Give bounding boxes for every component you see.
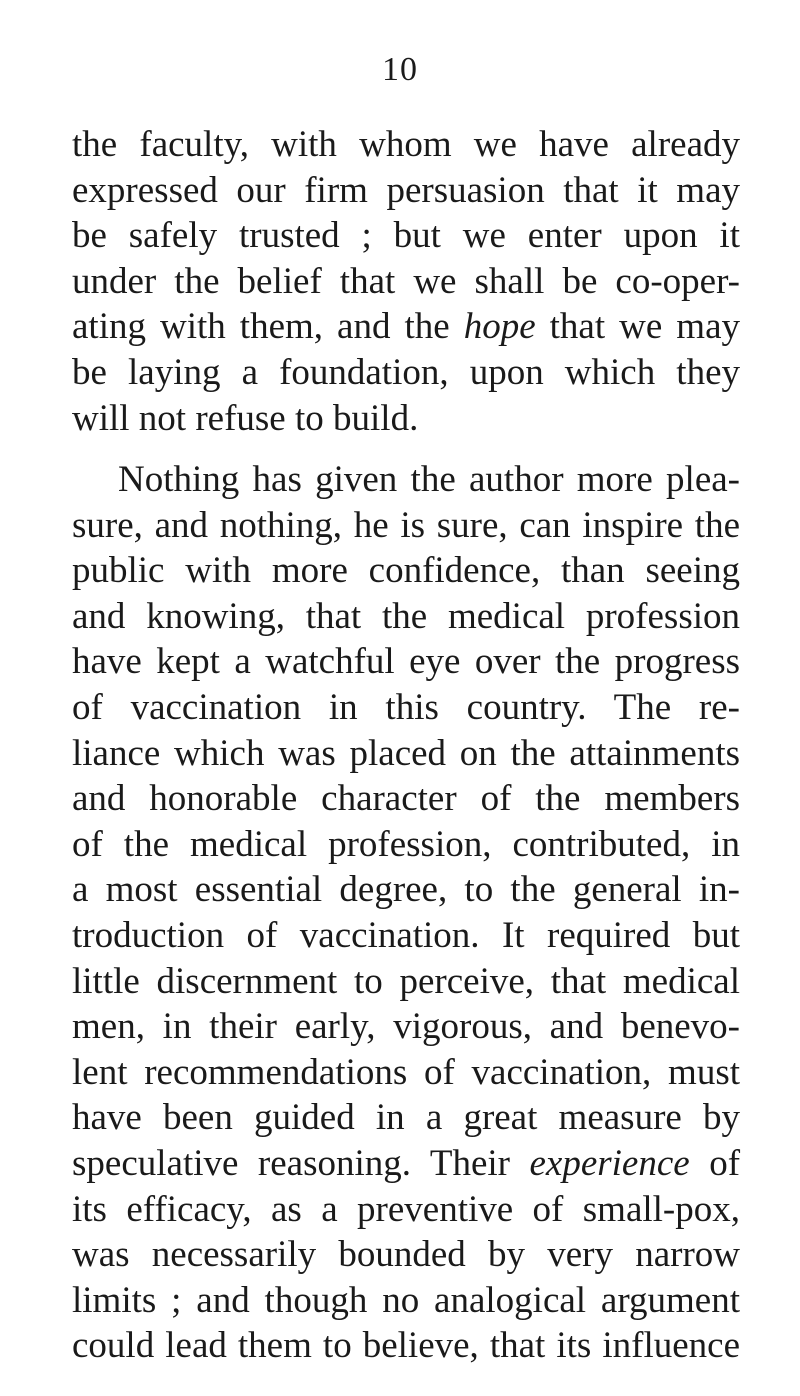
text-line: sure, and nothing, he is sure, can inspire the — [72, 504, 740, 546]
text-line: have kept a watchful eye over the progress — [72, 641, 740, 683]
text-line: expressed our firm persuasion that it may — [72, 169, 740, 211]
text-line: the faculty, with whom we have already — [72, 124, 740, 165]
italic-word: hope — [463, 306, 536, 348]
text-line: under the belief that we shall be co-oper- — [72, 260, 740, 302]
text-line: of the medical profession, contributed, in — [72, 823, 740, 865]
text-line: limits ; and though no analogical argument — [72, 1279, 740, 1321]
page-number: 10 — [382, 51, 418, 88]
text-run: speculative reasoning. Their — [72, 1142, 510, 1184]
text-line: and honorable character of the members — [72, 778, 740, 820]
text-line: public with more confidence, than seeing — [72, 550, 740, 592]
text-line: lent recommendations of vaccination, must — [72, 1051, 740, 1093]
italic-word: experience — [529, 1142, 690, 1184]
text-line: could lead them to believe, that its influence — [72, 1325, 740, 1367]
text-line: Nothing has given the author more plea- — [118, 459, 740, 500]
text-line: will not refuse to build. — [72, 397, 419, 439]
text-line: was necessarily bounded by very narrow — [72, 1234, 740, 1276]
text-line: have been guided in a great measure by — [72, 1097, 740, 1139]
text-line: of vaccination in this country. The re- — [72, 686, 740, 728]
paragraph-1 — [72, 122, 740, 441]
text-line: little discernment to perceive, that medical — [72, 960, 740, 1002]
text-run: of — [709, 1142, 741, 1184]
text-line: its efficacy, as a preventive of small-pox, — [72, 1188, 740, 1230]
text-line: troduction of vaccination. It required but — [72, 914, 740, 956]
text-line — [72, 304, 740, 350]
text-run: ating with them, and the — [72, 306, 450, 348]
paragraph-2 — [72, 457, 740, 1369]
text-line: a most essential degree, to the general in- — [72, 869, 740, 911]
text-line — [72, 1141, 740, 1187]
text-line: men, in their early, vigorous, and benevo- — [72, 1006, 740, 1048]
text-line: and knowing, that the medical profession — [72, 595, 740, 637]
text-line: liance which was placed on the attainments — [72, 732, 740, 774]
text-line: be safely trusted ; but we enter upon it — [72, 215, 740, 257]
text-run: that we may — [549, 306, 741, 348]
text-line: be laying a foundation, upon which they — [72, 351, 740, 393]
